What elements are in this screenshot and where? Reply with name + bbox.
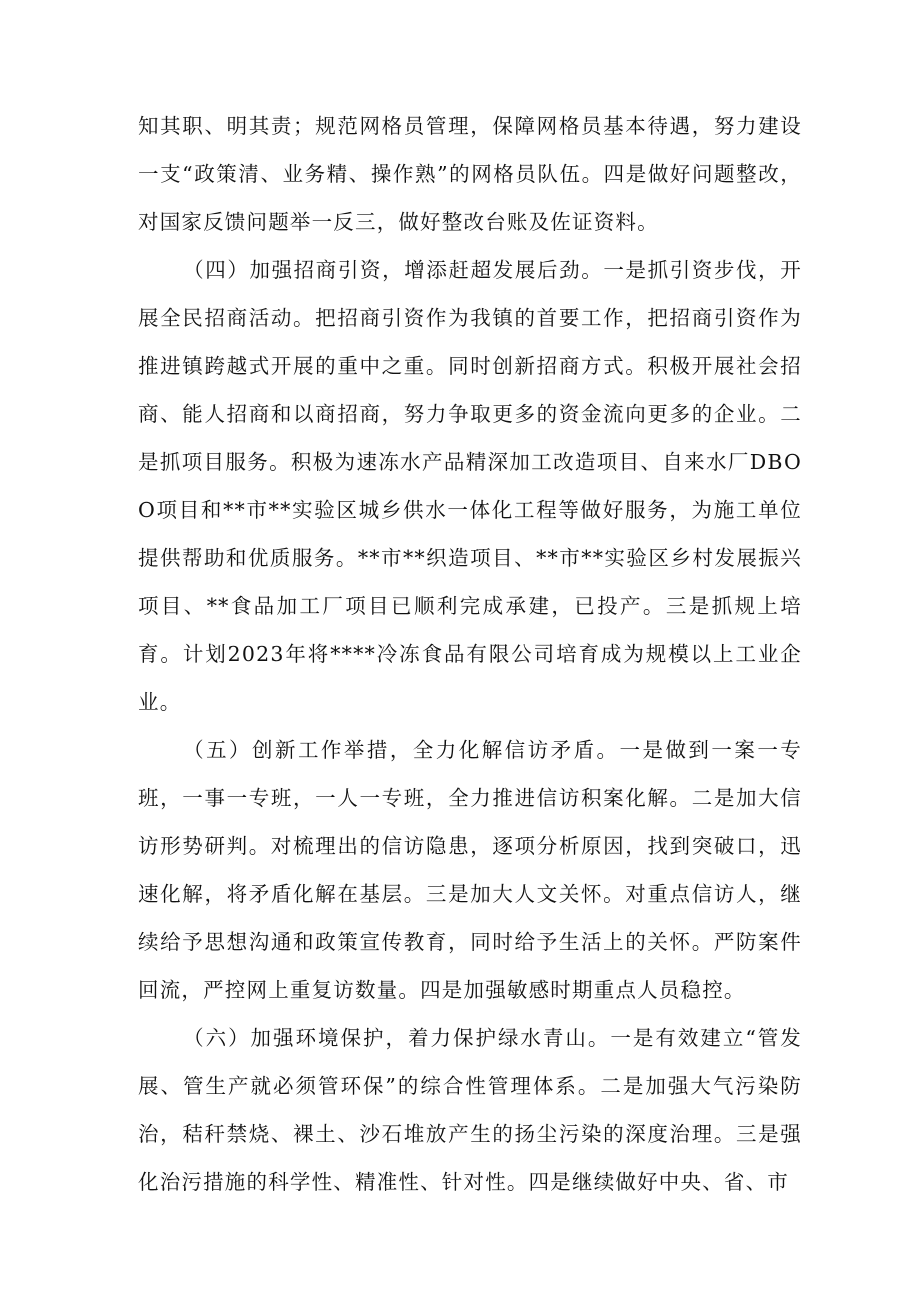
paragraph-petition: （五）创新工作举措，全力化解信访矛盾。一是做到一案一专班，一事一专班，一人一专班，全力推进信访积案化解。二是加大信访形势研判。对梳理出的信访隐患，逐项分析原因，找到突破口，迅速化解，将矛盾化解在基层。三是加大人文关怀。对重点信访人，继续给予思想沟通和政策宣传教育，同时给予生活上的关怀。严防案件回流，严控网上重复访数量。四是加强敏感时期重点人员稳控。 bbox=[138, 738, 802, 1002]
paragraph-continuation: 知其职、明其责；规范网格员管理，保障网格员基本待遇，努力建设一支“政策清、业务精、操作熟”的网格员队伍。四是做好问题整改，对国家反馈问题举一反三，做好整改台账及佐证资料。 bbox=[138, 114, 802, 234]
document-body bbox=[138, 102, 802, 1206]
paragraph-investment: （四）加强招商引资，增添赶超发展后劲。一是抓引资步伐，开展全民招商活动。把招商引资作为我镇的首要工作，把招商引资作为推进镇跨越式开展的重中之重。同时创新招商方式。积极开展社会招商、能人招商和以商招商，努力争取更多的资金流向更多的企业。二是抓项目服务。积极为速冻水产品精深加工改造项目、自来水厂DBOO项目和**市**实验区城乡供水一体化工程等做好服务，为施工单位提供帮助和优质服务。**市**织造项目、**市**实验区乡村发展振兴项目、**食品加工厂项目已顺利完成承建，已投产。三是抓规上培育。计划2023年将****冷冻食品有限公司培育成为规模以上工业企业。 bbox=[138, 258, 802, 714]
paragraph-environment: （六）加强环境保护，着力保护绿水青山。一是有效建立“管发展、管生产就必须管环保”的综合性管理体系。二是加强大气污染防治，秸秆禁烧、裸土、沙石堆放产生的扬尘污染的深度治理。三是强化治污措施的科学性、精准性、针对性。四是继续做好中央、省、市 bbox=[138, 1026, 802, 1194]
